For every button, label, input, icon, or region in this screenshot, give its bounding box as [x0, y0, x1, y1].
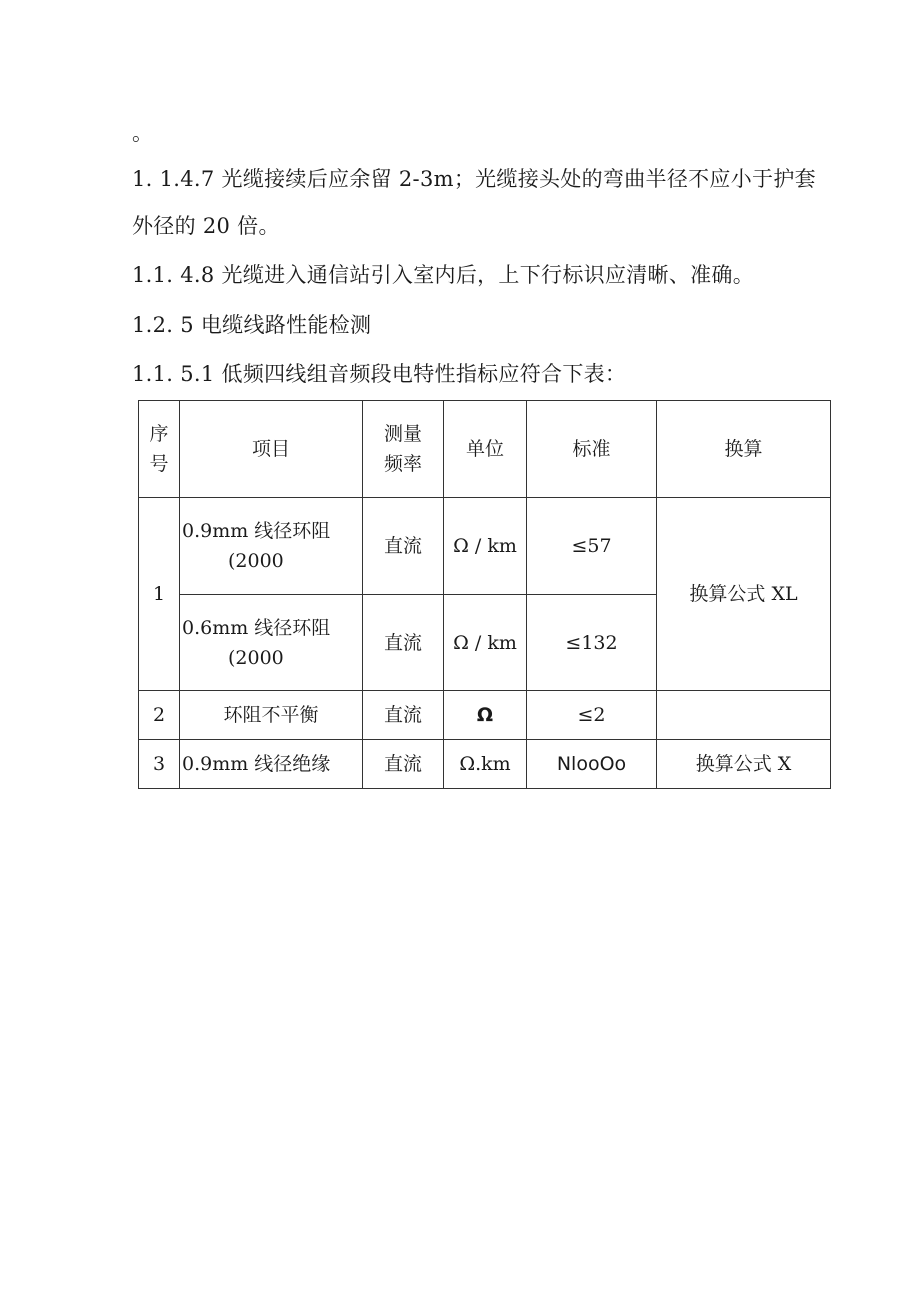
spec-table: [138, 400, 831, 789]
row-1b-item-line-2: (2000: [228, 646, 284, 669]
row-3-item: 0.9mm 线径绝缘: [180, 740, 363, 789]
header-item: 项目: [180, 401, 363, 498]
row-3-unit: Ω.km: [444, 740, 527, 789]
paragraph-1-5-1: 1.1. 5.1 低频四线组音频段电特性指标应符合下表：: [132, 362, 627, 386]
table-row: [139, 691, 831, 740]
paragraph-1-4-7-line-2: 外径的 20 倍。: [132, 214, 280, 238]
row-2-item: 环阻不平衡: [180, 691, 363, 740]
header-seq: [139, 401, 180, 498]
header-seq-line-2: 号: [149, 453, 169, 475]
paragraph-1-4-7-line-1: 1. 1.4.7 光缆接续后应余留 2-3m；光缆接头处的弯曲半径不应小于护套: [132, 167, 816, 191]
table-row: [139, 740, 831, 789]
paragraph-1-4-8: 1.1. 4.8 光缆进入通信站引入室内后，上下行标识应清晰、准确。: [132, 263, 755, 287]
row-3-seq: 3: [139, 740, 180, 789]
row-3-freq: 直流: [363, 740, 444, 789]
row-1b-item: [180, 595, 363, 691]
row-1a-freq: 直流: [363, 498, 444, 595]
section-heading-cable-performance: 1.2. 5 电缆线路性能检测: [132, 313, 372, 337]
row-1a-item-line-1: 0.9mm 线径环阻: [182, 520, 331, 542]
row-2-conversion: [657, 691, 831, 740]
header-freq-line-1: 测量: [383, 423, 422, 445]
row-1-seq: 1: [139, 498, 180, 691]
header-conversion: 换算: [657, 401, 831, 498]
header-freq: [363, 401, 444, 498]
row-1b-item-line-1: 0.6mm 线径环阻: [182, 616, 331, 639]
row-1a-item: [180, 498, 363, 595]
header-seq-line-1: 序: [149, 423, 169, 445]
header-standard: 标准: [527, 401, 657, 498]
row-1a-item-line-2: (2000: [228, 550, 284, 572]
row-3-conversion: 换算公式 X: [657, 740, 831, 789]
row-1a-unit: Ω / km: [444, 498, 527, 595]
paragraph-fragment: 。: [132, 121, 154, 145]
table-row: [139, 498, 831, 595]
row-2-standard: ≤2: [527, 691, 657, 740]
row-2-freq: 直流: [363, 691, 444, 740]
row-2-seq: 2: [139, 691, 180, 740]
row-3-standard: NlooOo: [527, 740, 657, 789]
row-2-unit: Ω: [444, 691, 527, 740]
row-1-conversion: 换算公式 XL: [657, 498, 831, 691]
table-header-row: [139, 401, 831, 498]
header-unit: 单位: [444, 401, 527, 498]
row-1a-standard: ≤57: [527, 498, 657, 595]
row-1b-unit: Ω / km: [444, 595, 527, 691]
row-1b-freq: 直流: [363, 595, 444, 691]
row-1b-standard: ≤132: [527, 595, 657, 691]
header-freq-line-2: 频率: [383, 453, 422, 475]
